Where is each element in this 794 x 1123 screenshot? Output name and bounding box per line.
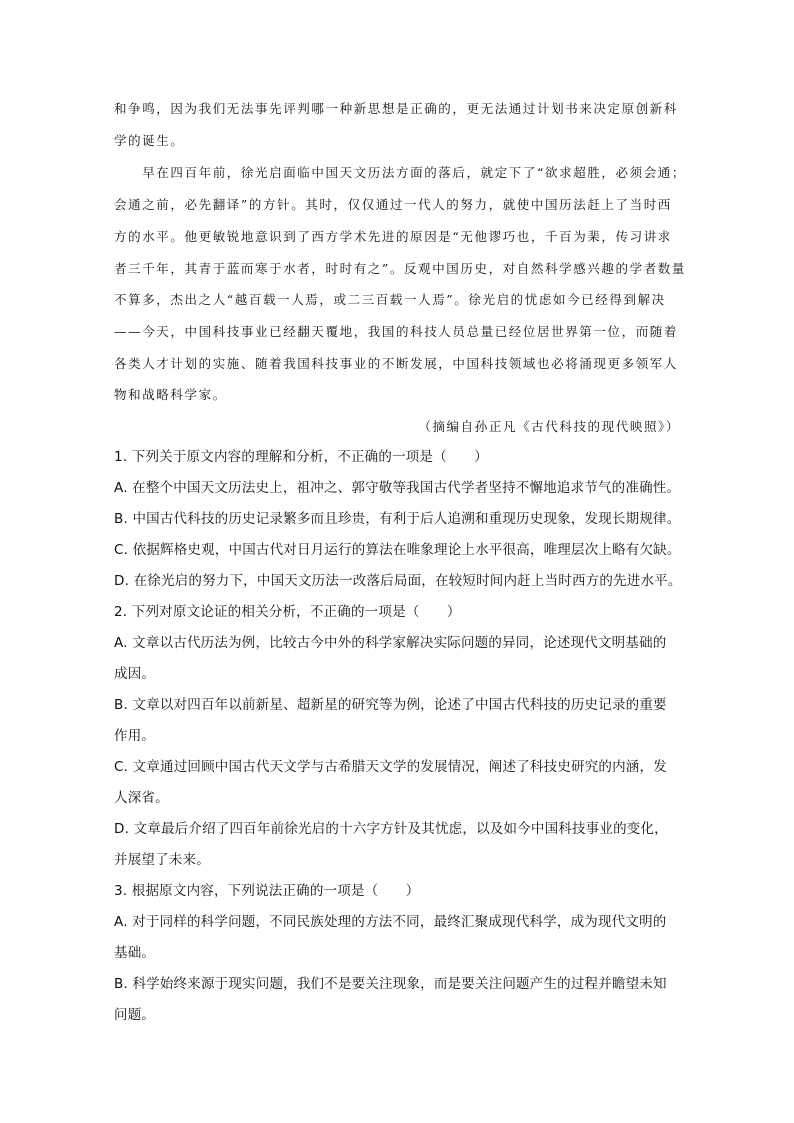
passage-line: 学的诞生。: [114, 133, 185, 148]
passage-line: ——今天，中国科技事业已经翻天覆地，我国的科技人员总量已经位居世界第一位，而随着: [114, 324, 679, 339]
option-d-cont: 并展望了未来。: [114, 852, 210, 868]
question-stem: 1. 下列关于原文内容的理解和分析，不正确的一项是（ ）: [114, 449, 488, 465]
passage-line: 会通之前，必先翻译”的方针。其时，仅仅通过一代人的努力，就使中国历法赶上了当时西: [114, 197, 672, 212]
option-c-cont: 人深省。: [114, 790, 169, 806]
option-a: A. 在整个中国天文历法史上，祖冲之、郭守敬等我国古代学者坚持不懈地追求节气的准确性。: [114, 480, 681, 496]
option-b: B. 文章以对四百年以前新星、超新星的研究等为例，论述了中国古代科技的历史记录的重要: [114, 697, 667, 713]
option-d: D. 在徐光启的努力下，中国天文历法一改落后局面，在较短时间内赶上当时西方的先进水平。: [114, 573, 682, 589]
option-a: A. 对于同样的科学问题，不同民族处理的方法不同，最终汇聚成现代科学，成为现代文明的: [114, 914, 667, 930]
passage-line: 各类人才计划的实施、随着我国科技事业的不断发展，中国科技领域也必将涌现更多领军人: [114, 356, 679, 371]
option-a-cont: 成因。: [114, 666, 156, 682]
option-d: D. 文章最后介绍了四百年前徐光启的十六字方针及其忧虑，以及如今中国科技事业的变化，: [114, 821, 668, 837]
passage-line: 方的水平。他更敏锐地意识到了西方学术先进的原因是“无他谬巧也，千百为棐，传习讲求: [114, 229, 672, 244]
question-stem: 3. 根据原文内容，下列说法正确的一项是（ ）: [114, 883, 420, 899]
passage-line: 和争鸣，因为我们无法事先评判哪一种新思想是正确的，更无法通过计划书来决定原创新科: [114, 101, 679, 116]
option-b-cont: 问题。: [114, 1007, 156, 1023]
passage-line: 早在四百年前，徐光启面临中国天文历法方面的落后，就定下了“欲求超胜，必须会通；: [114, 165, 686, 180]
option-c: C. 文章通过回顾中国古代天文学与古希腊天文学的发展情况，阐述了科技史研究的内涵，发: [114, 759, 667, 775]
option-b-cont: 作用。: [114, 728, 156, 744]
option-c: C. 依据辉格史观，中国古代对日月运行的算法在唯象理论上水平很高，唯理层次上略有欠缺。: [114, 542, 681, 558]
option-b: B. 科学始终来源于现实问题，我们不是要关注现象，而是要关注问题产生的过程并瞻望未知: [114, 976, 667, 992]
option-b: B. 中国古代科技的历史记录繁多而且珍贵，有利于后人追溯和重现历史现象，发现长期规律。: [114, 511, 681, 527]
passage-line: 者三千年，其青于蓝而寒于水者，时时有之”。反观中国历史，对自然科学感兴趣的学者数量: [114, 261, 686, 276]
option-a: A. 文章以古代历法为例，比较古今中外的科学家解决实际问题的异同，论述现代文明基础的: [114, 635, 667, 651]
question-stem: 2. 下列对原文论证的相关分析，不正确的一项是（ ）: [114, 604, 461, 620]
source-citation: （摘编自孙正凡《古代科技的现代映照》）: [418, 419, 680, 434]
option-a-cont: 基础。: [114, 945, 156, 961]
passage-line: 物和战略科学家。: [114, 387, 227, 402]
passage-line: 不算多，杰出之人“越百载一人焉，或二三百载一人焉”。徐光启的忧虑如今已经得到解决: [114, 292, 666, 307]
